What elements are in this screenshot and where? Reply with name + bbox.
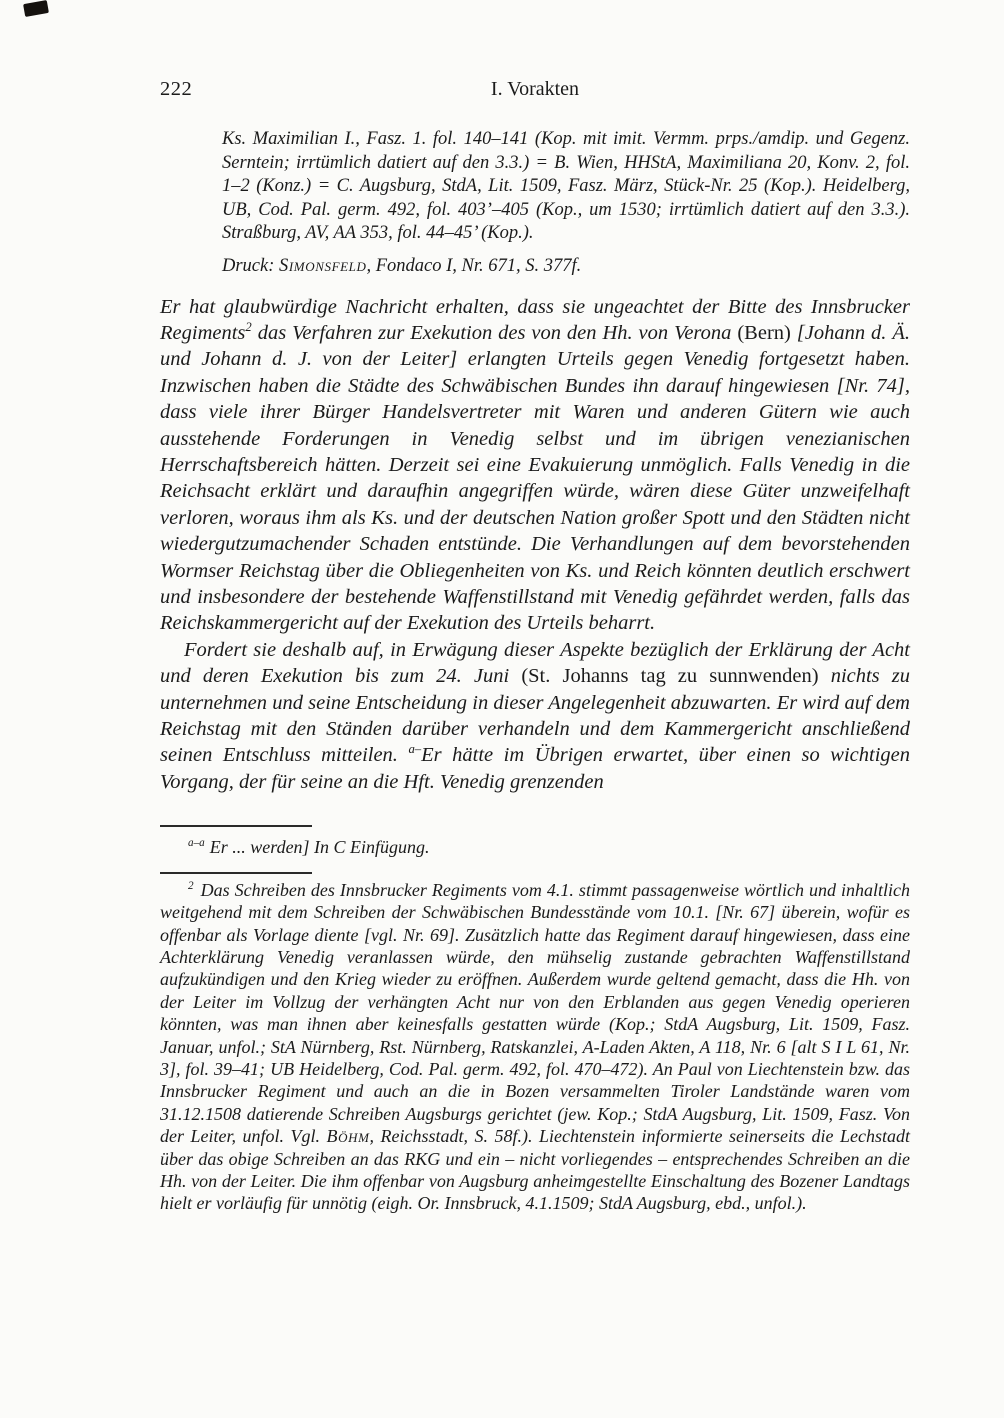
source-description — [222, 128, 910, 246]
regest-paragraph-1 — [160, 294, 910, 637]
apparatus-separator-rule — [160, 825, 312, 827]
footnote-text: Das Schreiben des Innsbrucker Regiments vom 4.1. stimmt passagenweise wörtlich und inhaltlich weitgehend mit dem Schreiben der Schwäbischen Bundesstände vom 10.1. [Nr. 67] überein, wofür es offenbar als Vorlage diente [vgl. Nr. 69]. Zusätzlich hatte das Regiment darauf hingewiesen, dass eine Achterklärung Venedig veranlassen würde, den mühselig zustande gebrachten Waffenstillstand aufzukündigen und den Krieg wieder zu eröffnen. Außerdem wurde geltend gemacht, dass die Hh. von der Leiter im Vollzug der verhängten Acht nur von den Erblanden aus gegen Venedig operieren könnten, was man ihnen aber keinesfalls gestatten würde (Kop.; StdA Augsburg, Lit. 1509, Fasz. Januar, unfol.; StA Nürnberg, Rst. Nürnberg, Ratskanzlei, A-Laden Akten, A 118, Nr. 6 [alt S I L 61, Nr. 3], fol. 39–41; UB Heidelberg, Cod. Pal. germ. 492, fol. 470–472). An Paul von Liechtenstein bzw. das Innsbrucker Regiment und auch an die in Bozen versammelten Tiroler Landstände waren vom 31.12.1508 datierende Schreiben Augsburgs gerichtet (jew. Kop.; StdA Augsburg, Lit. 1509, Fasz. Von der Leiter, unfol. Vgl. — [160, 879, 910, 1147]
apparatus-text: Er ... werden] In C Einfügung. — [209, 837, 430, 858]
regest-paragraph-2 — [160, 637, 910, 795]
page-header — [160, 78, 910, 104]
regest-text: Er hätte im Übrigen erwartet, über einen so wichtigen Vorgang, der für seine an die Hft. Venedig grenzenden — [160, 744, 910, 793]
regest-text: Fordert sie deshalb auf, in Erwägung dieser Aspekte bezüglich der Erklärung der Acht und deren Exekution bis zum 24. Juni — [160, 638, 910, 688]
author-name-smallcaps: Simonsfeld — [279, 255, 367, 276]
footnote-text: , Reichsstadt, S. 58f.). Liechtenstein informierte seinerseits die Lechstadt über das obige Schreiben an das RKG und ein – nicht vorliegendes – entsprechendes Schreiben an die Hh. von der Leiter. Die ihm offenbar von Augsburg anheimgestellte Einschaltung des Bozener Landtags hielt er vorläufig für unnötig (eigh. Or. Innsbruck, 4.1.1509; StdA Augsburg, ebd., unfol.). — [160, 1126, 910, 1214]
footnote-2 — [160, 879, 910, 1215]
page-number: 222 — [160, 78, 193, 100]
regest-text: das Verfahren zur Exekution des von den Hh. von Verona — [251, 321, 738, 344]
quoted-roman-text: (St. Johanns tag zu sunnwenden) — [521, 665, 819, 688]
running-header: I. Vorakten — [490, 78, 580, 100]
footnote-number: 2 — [188, 879, 194, 892]
footnote-ref-2: 2 — [245, 320, 252, 335]
quoted-roman-text: (Bern) — [737, 321, 791, 344]
scan-artifact — [23, 0, 49, 17]
druck-citation: , Fondaco I, Nr. 671, S. 377f. — [366, 255, 582, 276]
apparatus-ref-a: a– — [408, 742, 422, 757]
source-text: Ks. Maximilian I., Fasz. 1. fol. 140–141 (Kop. mit imit. Vermm. prps./amdip. und Gegenz. Serntein; irrtümlich datiert auf den 3.3.) = B. Wien, HHStA, Maximiliana 20, Konv. 2, fol. 1–2 (Konz.) = C. Augsburg, StdA, Lit. 1509, Fasz. März, Stück-Nr. 25 (Kop.). Heidelberg, UB, Cod. Pal. germ. 492, fol. 403’–405 (Kop., um 1530; irrtümlich datiert auf den 3.3.). Straßburg, AV, AA 353, fol. 44–45’ (Kop.). — [222, 129, 910, 244]
page-content — [160, 78, 910, 1215]
print-reference — [222, 255, 910, 279]
regest-text: Er hat glaubwürdige Nachricht erhalten, dass sie ungeachtet der Bitte des Innsbrucker Regiments — [160, 295, 910, 344]
footnote-separator-rule — [160, 872, 312, 874]
regest-text: [Johann d. Ä. und Johann d. J. von der Leiter] erlangten Urteils gegen Venedig fortgesetzt haben. Inzwischen haben die Städte des Schwäbischen Bundes ihn darauf hingewiesen [Nr. 74], dass viele ihrer Bürger Handelsvertreter mit Waren und anderen Gütern wie auch ausstehende Forderungen in Venedig selbst und im übrigen venezianischen Herrschaftsbereich hätten. Derzeit sei eine Evakuierung unmöglich. Falls Venedig in die Reichsacht erklärt und daraufhin angegriffen würde, wären diese Güter unzweifelhaft verloren, woraus ihm als Ks. und der deutschen Nation großer Spott und den Städten nicht wiedergutzumachender Schaden entstünde. Die Verhandlungen auf dem bevorstehenden Wormser Reichstag über die Obliegenheiten von Ks. und Reich könnten deutlich erschwert und insbesondere der bestehende Waffenstillstand mit Venedig gefährdet werden, falls das Reichskammergericht auf der Exekution des Urteils beharrt. — [160, 321, 910, 635]
apparatus-note-a — [160, 836, 910, 858]
author-name-smallcaps: Böhm — [326, 1126, 370, 1147]
druck-label: Druck: — [222, 255, 280, 276]
apparatus-marker: a–a — [188, 837, 205, 850]
regest-text: nichts zu unternehmen und seine Entscheidung in dieser Angelegenheit abzuwarten. Er wird auf dem Reichstag mit den Ständen darüber verhandeln und dem Kammergericht anschließend seinen Entschluss mitteilen. — [160, 665, 911, 767]
